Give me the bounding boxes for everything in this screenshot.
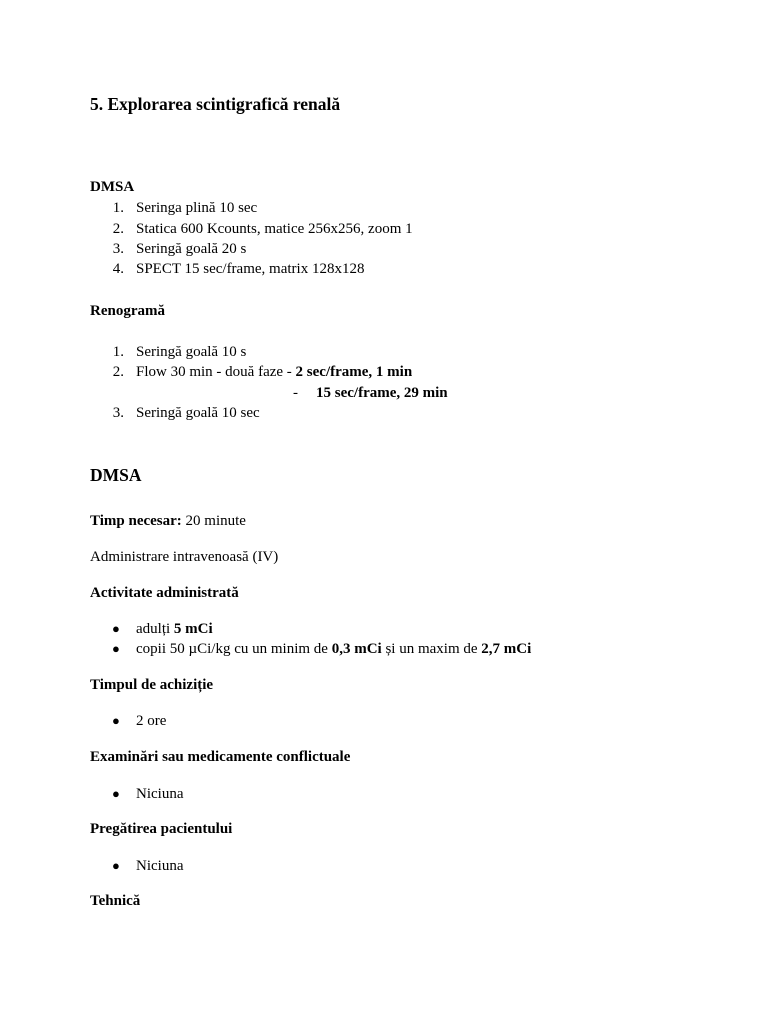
list-item-text: adulți [136,621,174,637]
list-item [136,620,213,638]
list-item: Statica 600 Kcounts, matice 256x256, zoom 1 [136,221,413,237]
list-item-text: copii 50 µCi/kg cu un minim de [136,641,332,657]
list-item-bold: 2 sec/frame, 1 min [295,364,413,380]
list-number: 1. [112,344,124,360]
administrare-text: Administrare intravenoasă (IV) [90,549,279,565]
list-item: Seringă goală 20 s [136,241,247,257]
list-number: 1. [112,200,124,216]
list-number: 2. [112,221,124,237]
bullet-icon: ● [112,621,120,636]
list-item: Niciuna [136,858,184,874]
dmsa-section-heading: DMSA [90,465,142,485]
page-title: 5. Explorarea scintigrafică renală [90,94,341,114]
tehnica-heading: Tehnică [90,893,141,909]
list-number: 3. [112,241,124,257]
bullet-icon: ● [112,858,120,873]
list-item: Seringă goală 10 sec [136,405,260,421]
list-item: Niciuna [136,786,184,802]
dmsa-protocol-heading: DMSA [90,179,135,195]
list-item: Seringă goală 10 s [136,344,247,360]
timp-label: Timp necesar: [90,513,182,529]
timp-value: 20 minute [181,513,246,529]
bullet-icon: ● [112,786,120,801]
list-number: 4. [112,261,124,277]
list-item-text: și un maxim de [381,641,482,657]
achizitie-heading: Timpul de achiziție [90,677,214,693]
list-item [136,363,412,381]
conflict-heading: Examinări sau medicamente conflictuale [90,749,351,765]
list-number: 2. [112,364,124,380]
list-item-bold: 2,7 mCi [481,641,532,657]
list-number: 3. [112,405,124,421]
pregatire-heading: Pregătirea pacientului [90,821,233,837]
phase-two: 15 sec/frame, 29 min [316,385,448,401]
timp-necesar [90,512,246,530]
phase-dash: - [293,385,298,401]
list-item-bold: 5 mCi [173,621,213,637]
list-item: 2 ore [136,713,167,729]
activitate-heading: Activitate administrată [90,585,239,601]
list-item-text: Flow 30 min - două faze - [136,364,296,380]
list-item: SPECT 15 sec/frame, matrix 128x128 [136,261,365,277]
bullet-icon: ● [112,713,120,728]
renograma-heading: Renogramă [90,303,165,319]
list-item [136,640,531,658]
list-item: Seringa plină 10 sec [136,200,258,216]
bullet-icon: ● [112,641,120,656]
list-item-bold: 0,3 mCi [331,641,382,657]
